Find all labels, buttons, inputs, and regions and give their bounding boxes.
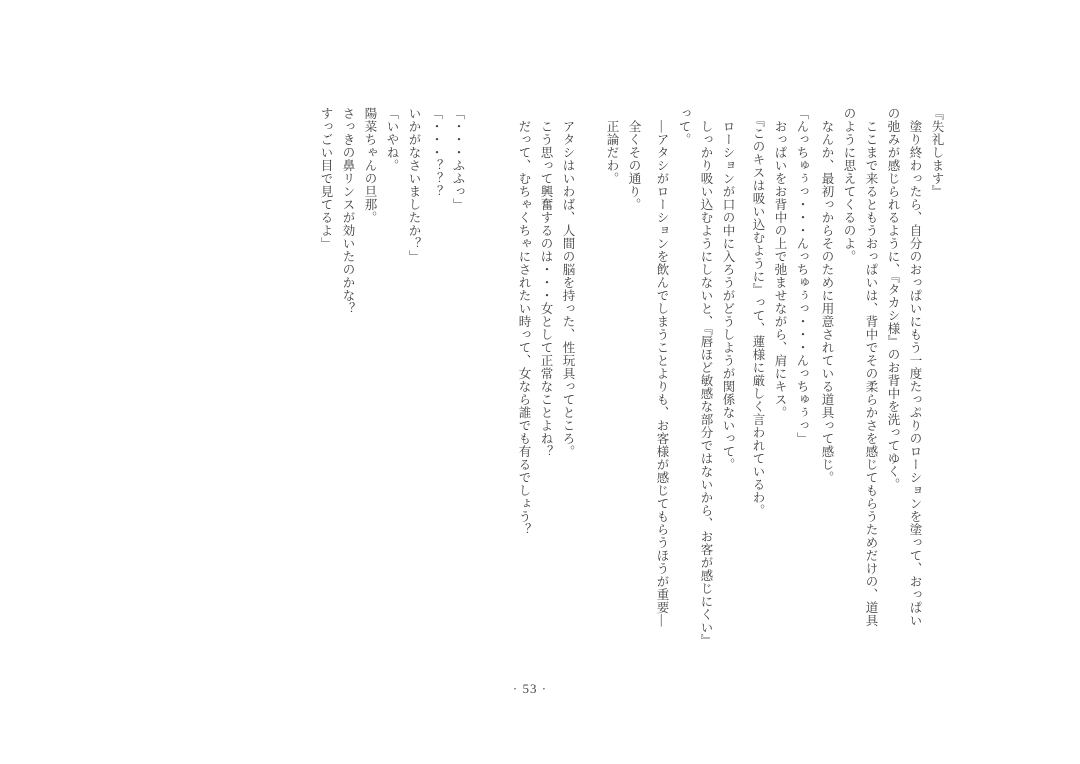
text-line: 塗り終わったら、自分のおっぱいにもう一度たっぷりのローションを塗って、おっぱい xyxy=(908,107,922,627)
body-text xyxy=(315,107,948,667)
text-line: ここまで来るともうおっぱいは、背中でその柔らかさを感じてもらうためだけの、道具 xyxy=(864,107,878,627)
text-line: 「いやね。 xyxy=(385,107,399,172)
text-line: 全くその通り。 xyxy=(627,107,641,211)
page-number: · 53 · xyxy=(512,681,548,696)
text-line: 『失礼します』 xyxy=(930,107,944,198)
text-line: って。 xyxy=(677,107,691,146)
text-line: なんか、最初っからそのために用意されている道具って感じ。 xyxy=(820,107,834,484)
text-line: いかがなさいましたか？」 xyxy=(407,107,421,263)
text-line: 正論だわ。 xyxy=(605,107,619,185)
text-line: さっきの鼻リンスが効いたのかな？ xyxy=(341,107,355,315)
text-line: こう思って興奮するのは・・・女として正常なことよね？ xyxy=(539,107,553,458)
text-line: 「・・・？？？ xyxy=(429,107,443,198)
text-line: 「んっちゅぅっ・・・んっちゅぅっ・・・んっちゅぅっ」 xyxy=(795,107,809,445)
text-line: ローションが口の中に入ろうがどうしようが関係ないって。 xyxy=(721,107,735,471)
text-line: 「・・・ふふっ」 xyxy=(451,107,465,211)
text-line: 陽菜ちゃんの旦那。 xyxy=(363,107,377,224)
text-line: ―アタシがローションを飲んでしまうことよりも、お客様が感じてもらうほうが重要― xyxy=(655,107,669,627)
text-line: のように思えてくるのよ。 xyxy=(842,107,856,263)
text-line: しっかり吸い込むようにしないと、『唇ほど敏感な部分ではないから、お客が感じにくい』 xyxy=(699,107,713,647)
text-line: の弛みが感じられるように、『タカシ様』のお背中を洗ってゆく。 xyxy=(886,107,900,491)
text-line: すっごい目で見てるよ」 xyxy=(319,107,333,250)
text-line: 『このキスは吸い込むように』って、蓮様に厳しく言われているわ。 xyxy=(751,107,765,517)
text-line: アタシはいわば、人間の脳を持った、性玩具ってところ。 xyxy=(561,107,575,458)
text-line: おっぱいをお背中の上で弛ませながら、肩にキス。 xyxy=(773,107,787,419)
text-line: だって、むちゃくちゃにされたい時って、女なら誰でも有るでしょう？ xyxy=(517,107,531,536)
